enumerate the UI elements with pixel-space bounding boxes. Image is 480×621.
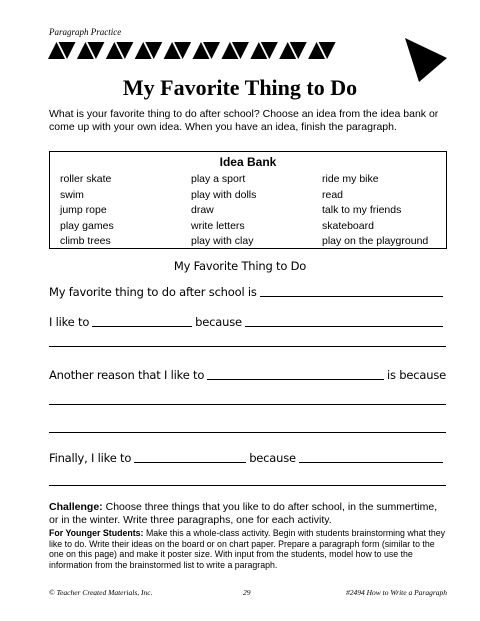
younger-body: Make this a whole-class activity. Begin with students brainstorming what they like to do. Write their ideas on the board or on chart paper. Prepare a paragraph form (similar to the one on this page) and make it poster size. With input from the students, model how to use the information from the brainstormed list to write a paragraph. <box>49 528 446 570</box>
answer-line[interactable] <box>49 432 446 433</box>
idea-item: ride my bike <box>322 173 379 185</box>
answer-blank[interactable] <box>134 462 246 463</box>
idea-item: play a sport <box>191 173 246 185</box>
idea-bank-title: Idea Bank <box>219 155 277 169</box>
idea-item: swim <box>60 188 84 201</box>
idea-item: read <box>322 188 344 201</box>
line-4-because: because <box>249 451 296 465</box>
instructions-text: What is your favorite thing to do after school? Choose an idea from the idea bank or come up with your own idea. When you have an idea, finish the paragraph. <box>49 108 439 133</box>
answer-blank[interactable] <box>92 326 192 327</box>
copyright-text: © Teacher Created Materials, Inc. <box>49 588 153 597</box>
idea-item: roller skate <box>60 173 112 185</box>
page-number: 29 <box>243 588 251 597</box>
idea-item: skateboard <box>322 219 374 232</box>
idea-bank-box <box>49 151 447 249</box>
line-3-prompt: Another reason that I like to <box>49 368 205 382</box>
idea-item: jump rope <box>60 204 107 216</box>
answer-blank[interactable] <box>299 462 443 463</box>
idea-item: write letters <box>191 219 245 232</box>
idea-bank-list <box>60 172 452 250</box>
page-footer <box>49 588 447 600</box>
idea-item: play with clay <box>191 235 254 247</box>
challenge-label: Challenge: <box>49 501 103 513</box>
answer-line[interactable] <box>49 404 446 405</box>
younger-students-note <box>49 528 449 570</box>
idea-item: climb trees <box>60 235 111 247</box>
header-label: Paragraph Practice <box>49 27 122 37</box>
younger-label: For Younger Students: <box>49 528 144 538</box>
line-3-is-because: is because <box>387 368 446 382</box>
book-title: #2494 How to Write a Paragraph <box>345 588 447 597</box>
answer-blank[interactable] <box>260 296 443 297</box>
idea-item: draw <box>191 204 214 216</box>
answer-line[interactable] <box>49 485 446 486</box>
form-title: My Favorite Thing to Do <box>173 259 307 273</box>
challenge-body: Choose three things that you like to do after school, in the summertime, or in the winter. Write three paragraphs, one for each activity. <box>49 501 438 526</box>
idea-item: play on the playground <box>322 235 429 247</box>
page-title: My Favorite Thing to Do <box>122 75 358 100</box>
answer-line[interactable] <box>49 346 446 347</box>
form-line-4 <box>49 449 446 465</box>
idea-item: play games <box>60 219 114 232</box>
idea-item: play with dolls <box>191 188 257 201</box>
answer-blank[interactable] <box>207 379 384 380</box>
line-2-prompt: I like to <box>49 315 90 329</box>
idea-item: talk to my friends <box>322 204 402 216</box>
challenge-text <box>49 501 449 527</box>
form-line-3 <box>49 366 446 382</box>
form-line-1 <box>49 283 446 299</box>
line-2-because: because <box>195 315 242 329</box>
form-line-2 <box>49 313 446 329</box>
line-1-prompt: My favorite thing to do after school is <box>49 285 257 299</box>
line-4-prompt: Finally, I like to <box>49 451 132 465</box>
answer-blank[interactable] <box>245 326 443 327</box>
